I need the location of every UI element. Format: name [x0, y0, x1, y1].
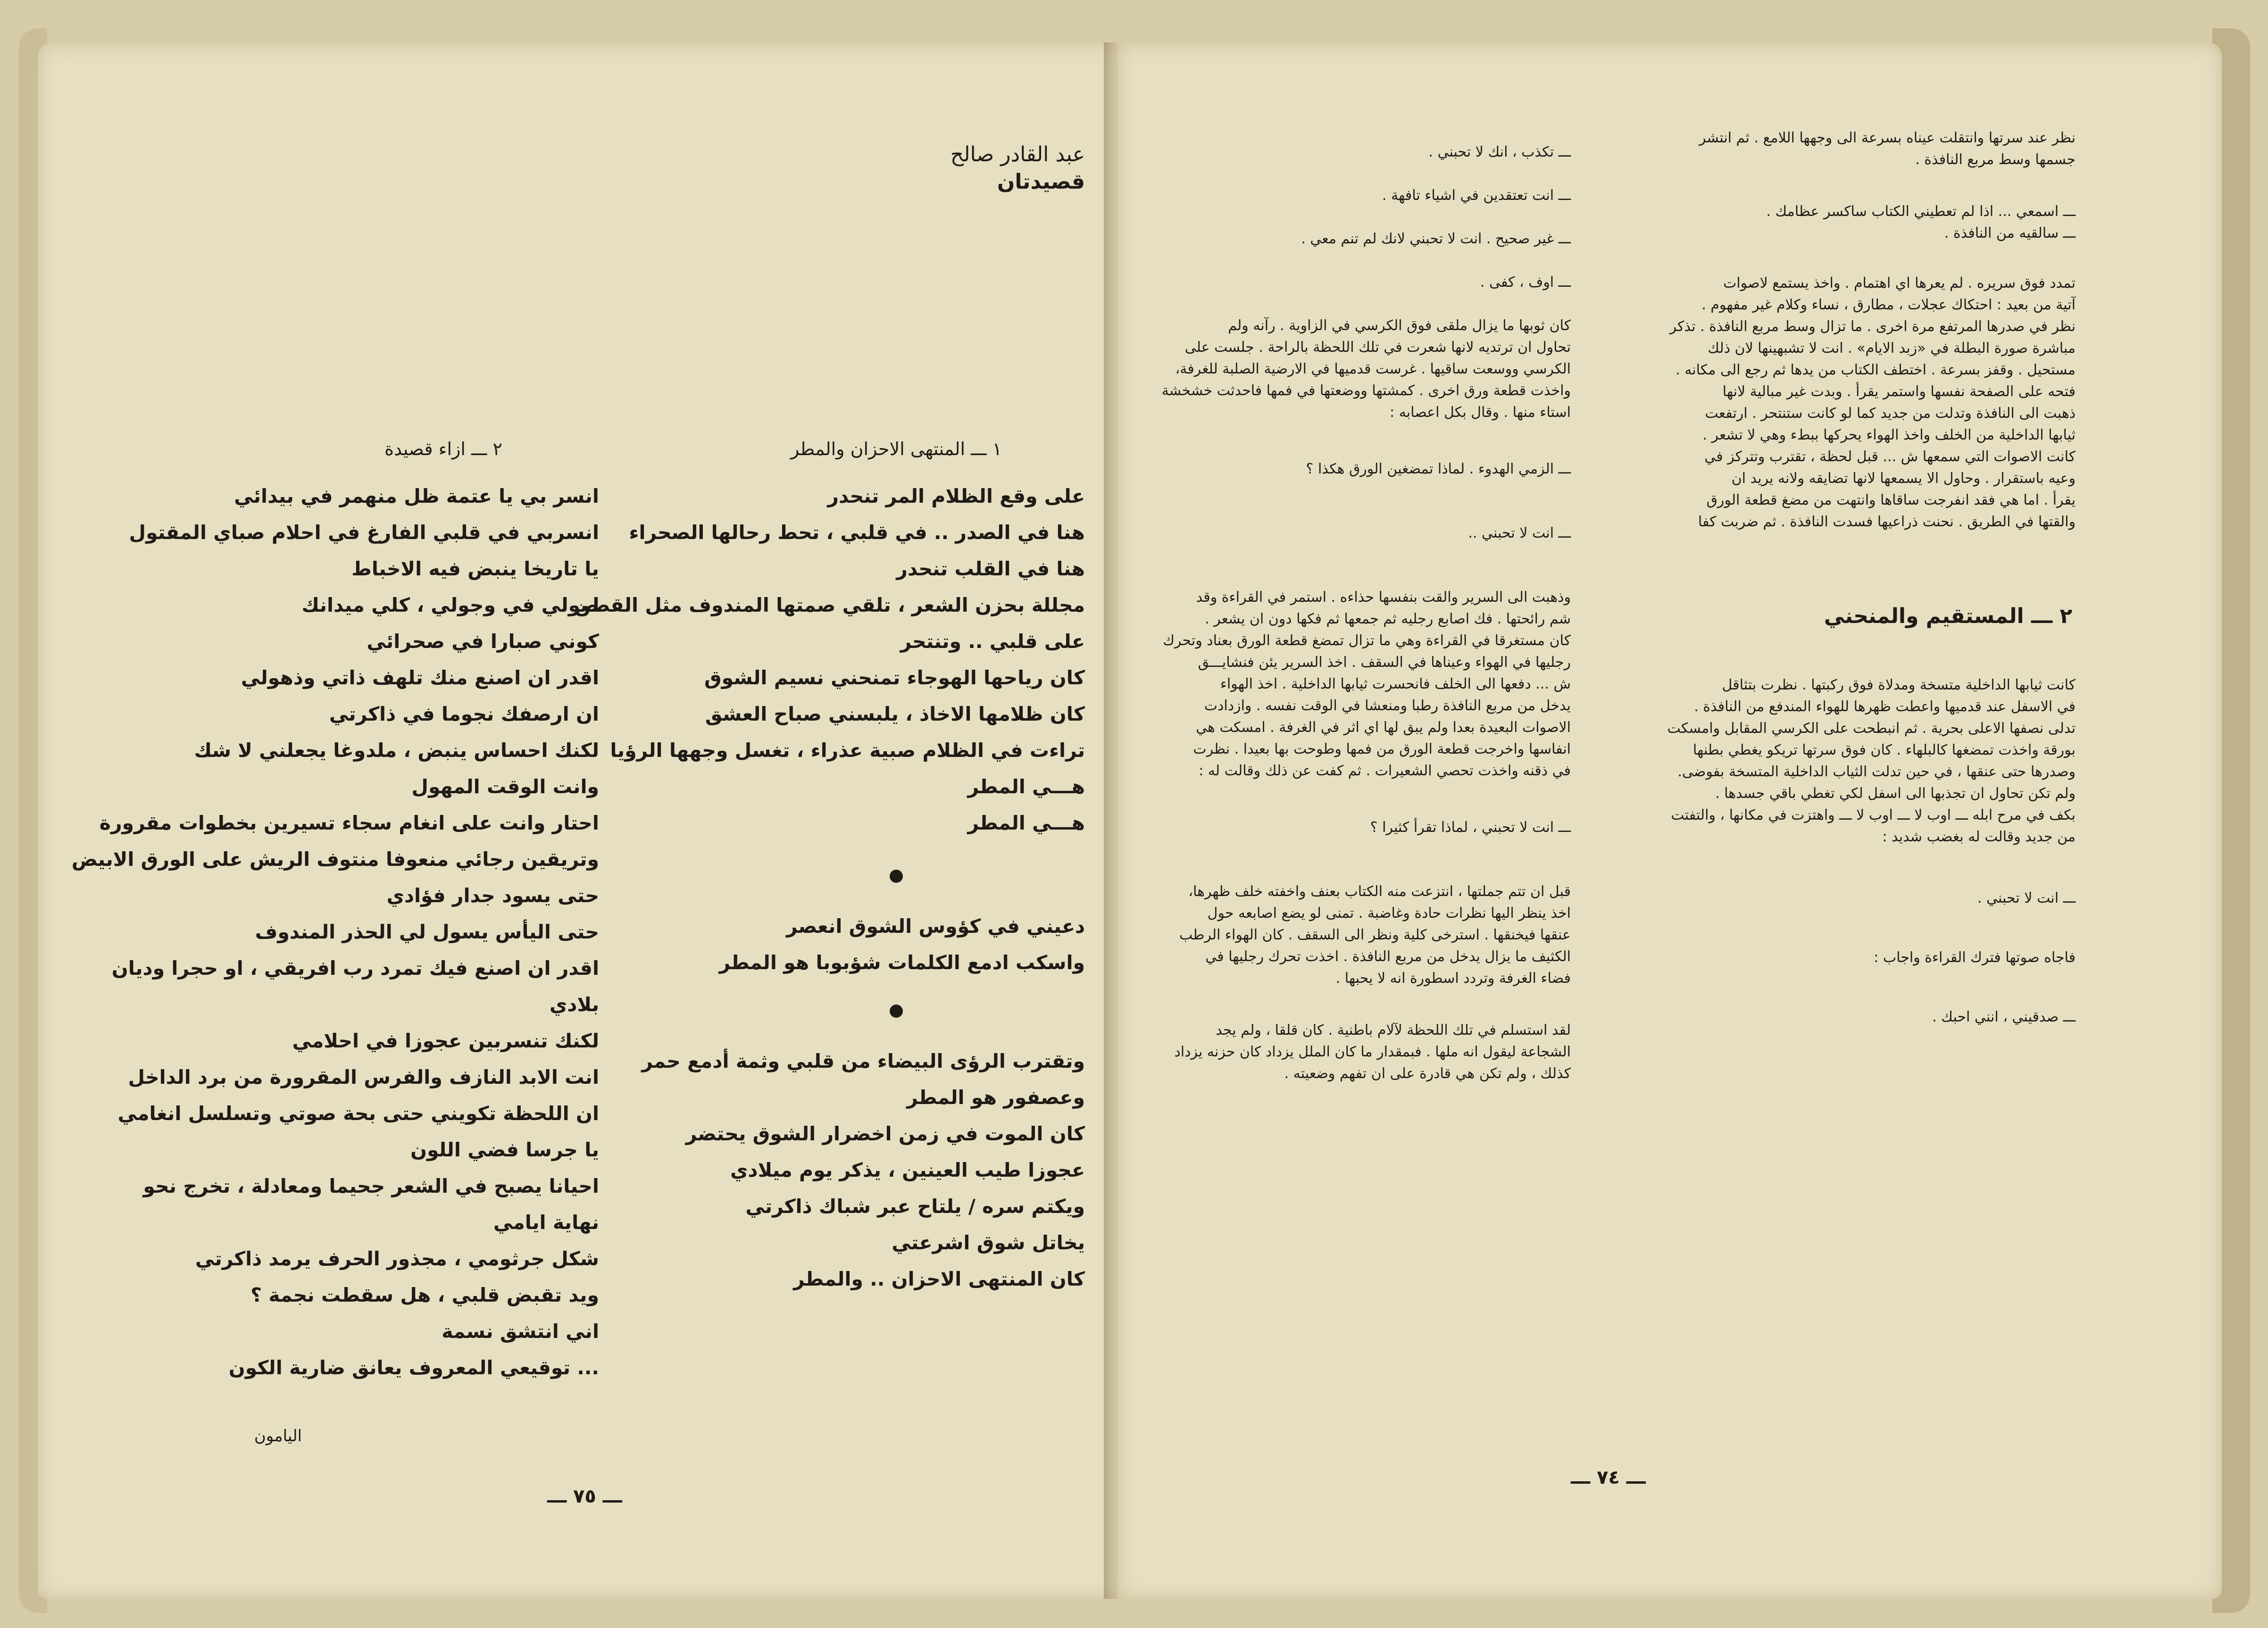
- author-name: عبد القادر صالح: [950, 142, 1085, 166]
- poem-line: كوني صبارا في صحرائي: [367, 630, 599, 653]
- poem-line: احيانا يصبح في الشعر جحيما ومعادلة ، تخرج نحو: [143, 1175, 599, 1197]
- stanza-divider-2: [708, 1005, 1085, 1020]
- poems-title: قصيدتان: [997, 170, 1085, 194]
- paragraph: [1127, 881, 1571, 989]
- dialogue-line: ـــ انت لا تحبني ..: [1468, 525, 1571, 541]
- poem-line: وانت الوقت المهول: [411, 775, 599, 798]
- poem-line: حتى يسود جدار فؤادي: [386, 884, 599, 907]
- text-line: تحاول ان ترتديه لانها شعرت في تلك اللحظة بالراحة . جلست على: [1184, 339, 1571, 356]
- text-line: الشجاعة ليقول انه ملها . فبمقدار ما كان الملل يزداد كان حزنه يزداد: [1174, 1044, 1571, 1060]
- poem-line: اني انتشق نسمة: [442, 1320, 599, 1343]
- poem-line: هـــي المطر: [967, 812, 1085, 834]
- story-2-heading: ٢ ـــ المستقيم والمنحني: [1824, 604, 2073, 628]
- poem-line: عجوزا طيب العينين ، يذكر يوم ميلادي: [730, 1159, 1085, 1181]
- poem-line: اقدر ان اصنع منك تلهف ذاتي وذهولي: [241, 666, 599, 689]
- poem-line: كان المنتهى الاحزان .. والمطر: [793, 1268, 1085, 1290]
- poem-line: على وقع الظلام المر تنحدر: [827, 485, 1085, 507]
- text-line: الاصوات البعيدة بعدا ولم يبق لها اي اثر في الغرفة . امسكت هي: [1196, 719, 1571, 736]
- dialogue-line: ـــ انت لا تحبني .: [1977, 890, 2076, 906]
- story-column-left: [1127, 141, 1571, 1096]
- text-line: كذلك ، ولم تكن هي قادرة على ان تفهم وضعيته .: [1284, 1065, 1571, 1082]
- text-line: الكرسي ووسعت ساقيها . غرست قدميها في الارضية الصلبة للغرفة،: [1175, 361, 1571, 377]
- dialogue-line: ـــ الزمي الهدوء . لماذا تمضغين الورق هكذا ؟: [1306, 461, 1571, 477]
- text-line: يدخل من مربع النافذة رطبا ومنعشا في الوقت نفسه . وازدادت: [1204, 698, 1571, 714]
- text-line: والقتها في الطريق . نحنت ذراعيها فسدت النافذة . ثم ضربت كفا: [1698, 514, 2076, 530]
- text-line: كانت ثيابها الداخلية متسخة ومدلاة فوق ركبتها . نظرت بتثاقل: [1722, 677, 2076, 693]
- poem-1-stanza-3: [613, 1043, 1085, 1297]
- text-line: عنقها فيخنقها . استرخى كلية ونظر الى السقف . كان الهواء الرطب: [1179, 927, 1571, 943]
- text-line: وصدرها حتى عنقها ، في حين تدلت الثياب الداخلية المتسخة بفوضى.: [1677, 764, 2076, 780]
- text-line: في الاسفل عند قدميها واعطت ظهرها للهواء المندفع من النافذة .: [1694, 698, 2076, 715]
- poem-line: هنا في الصدر .. في قلبي ، تحط رحالها الصحراء: [629, 521, 1085, 544]
- text-line: من جديد وقالت له بغضب شديد :: [1882, 829, 2076, 845]
- poem-line: كان رياحها الهوجاء تمنحني نسيم الشوق: [704, 666, 1085, 689]
- text-line: بورقة واخذت تمضغها كالبلهاء . كان فوق سرتها تريكو يغطي بطنها: [1693, 742, 2076, 758]
- paragraph: [1127, 315, 1571, 424]
- text-line: قبل ان تتم جملتها ، انتزعت منه الكتاب بعنف واخفته خلف ظهرها،: [1188, 883, 1571, 900]
- text-line: نظر في صدرها المرتفع مرة اخرى . ما تزال وسط مربع النافذة . تذكر: [1669, 318, 2076, 335]
- text-line: بكف في مرح ابله ـــ اوب لا ـــ اوب لا ـــ واهتزت في مكانها ، والتفتت: [1671, 807, 2076, 823]
- paragraph: [1127, 587, 1571, 782]
- dialogue-line: ـــ انت لا تحبني ، لماذا تقرأ كثيرا ؟: [1370, 819, 1571, 836]
- poem-1-stanza-1: [574, 478, 1085, 841]
- text-line: ذهبت الى النافذة وتدلت من جديد كما لو كانت ستنتحر . ارتفعت: [1705, 405, 2076, 422]
- stanza-divider-1: [708, 870, 1085, 885]
- poem-line: انسربي في قلبي الفارغ في احلام صباي المقتول: [129, 521, 599, 544]
- poem-2-lines: [71, 478, 599, 1386]
- poem-line: لكنك تنسربين عجوزا في احلامي: [292, 1030, 599, 1052]
- text-line: رجليها في الهواء وعيناها في السقف . اخذ السرير يئن فنشايـــق: [1198, 654, 1571, 671]
- text-line: تدلى نصفها الاعلى بحرية . ثم انبطحت على الكرسي المقابل وامسكت: [1667, 720, 2076, 737]
- page-number-75: ـــ ٧٥ ـــ: [547, 1486, 622, 1507]
- poem-line: ويكتم سره / يلتاح عبر شباك ذاكرتي: [745, 1195, 1085, 1218]
- paragraph: [1127, 1020, 1571, 1085]
- poem-line: ويد تقبض قلبي ، هل سقطت نجمة ؟: [250, 1284, 599, 1306]
- poem-line: نهاية ايامي: [493, 1211, 599, 1234]
- text-line: اخذ ينظر اليها نظرات حادة وغاضبة . تمنى لو يضع اصابعه حول: [1207, 905, 1571, 922]
- poem-line: ان ارصفك نجوما في ذاكرتي: [329, 703, 599, 725]
- dialogue-line: ـــ تكذب ، انك لا تحبني .: [1428, 144, 1571, 160]
- poem-line: شكل جرثومي ، مجذور الحرف يرمد ذاكرتي: [195, 1247, 599, 1270]
- text-line: وذهبت الى السرير والقت بنفسها حذاءه . استمر في القراءة وقد: [1196, 589, 1571, 606]
- dialogue-line: ـــ انت تعتقدين في اشياء تافهة .: [1382, 187, 1571, 204]
- text-line: يقرأ . اما هي فقد انفرجت ساقاها وانتهت من مضغ قطعة الورق: [1706, 492, 2076, 508]
- text-line: ولم تكن تحاول ان تجذبها الى اسفل لكي تغطي باقي جسدها .: [1715, 785, 2076, 802]
- poem-2-heading: ٢ ـــ ازاء قصيدة: [384, 439, 502, 459]
- poem-line: لكنك احساس ينبض ، ملدوغا يجعلني لا شك: [194, 739, 599, 762]
- text-line: انفاسها واخرجت قطعة الورق من فمها وطوحت بها بعيدا . نظرت: [1193, 741, 1571, 757]
- paragraph: [1604, 273, 2076, 533]
- poem-line: اقدر ان اصنع فيك تمرد رب افريقي ، او حجرا وديان: [111, 957, 599, 980]
- dialogue-line: ـــ غير صحيح . انت لا تحبني لانك لم تنم معي .: [1301, 231, 1571, 247]
- dialogue-line: ـــ اوف ، كفى .: [1480, 274, 1571, 291]
- text-line: الكثيف ما يزال يدخل من مربع النافذة . اخذت تحرك رجليها في: [1205, 948, 1571, 965]
- poem-line: وتريقين رجائي منعوفا منتوف الريش على الورق الابيض: [71, 848, 599, 871]
- poem-1-heading: ١ ـــ المنتهى الاحزان والمطر: [790, 439, 1002, 459]
- text-line: واخذت قطعة ورق اخرى . كمشتها ووضعتها في فمها فاحدثت خشخشة: [1161, 382, 1571, 399]
- poem-line: كان ظلامها الاخاذ ، يلبسني صباح العشق: [705, 703, 1085, 725]
- poem-line: ان اللحظة تكويني حتى بحة صوتي وتسلسل انغامي: [117, 1102, 599, 1125]
- text-line: مستحيل . وقفز بسرعة . اختطف الكتاب من يدها ثم رجع الى مكانه .: [1676, 362, 2076, 378]
- story-column-right: [1604, 127, 2076, 1028]
- text-line: لقد استسلم في تلك اللحظة لآلام باطنية . كان قلقا ، ولم يجد: [1216, 1022, 1571, 1038]
- page-number-74: ـــ ٧٤ ـــ: [1571, 1467, 1646, 1488]
- text-line: كان ثوبها ما يزال ملقى فوق الكرسي في الزاوية . رآنه ولم: [1228, 317, 1571, 334]
- poem-line: بلادي: [549, 993, 599, 1016]
- poem-line: على قلبي .. وتنتحر: [900, 630, 1085, 653]
- paragraph: [1604, 674, 2076, 848]
- poem-line: يخاتل شوق اشرعتي: [892, 1231, 1085, 1254]
- text-line: ش ... دفعها الى الخلف فانحسرت ثيابها الداخلية . اخذ الهواء: [1220, 676, 1571, 692]
- poem-line: وتقترب الرؤى البيضاء من قلبي وثمة أدمع حمر: [642, 1050, 1085, 1072]
- text-line: استاء منها . وقال بكل اعصابه :: [1390, 404, 1571, 421]
- text-line: شم رائحتها . فك اصابع رجليه ثم جمعها ثم فكها دون ان يشعر .: [1205, 611, 1571, 627]
- poem-header: [802, 141, 1085, 196]
- poem-1-stanza-2: [613, 908, 1085, 981]
- poem-line: دعيني في كؤوس الشوق انعصر: [786, 915, 1085, 938]
- text-line: كانت الاصوات التي سمعها ش ... قبل لحظة ، تقترب وتتركز في: [1704, 449, 2076, 465]
- poem-line: تراءت في الظلام صبية عذراء ، تغسل وجهها الرؤيا: [610, 739, 1085, 762]
- poem-line: مجللة بحزن الشعر ، تلقي صمتها المندوف مثل القطن: [574, 594, 1085, 616]
- poem-line: انت الابد النازف والفرس المقرورة من برد الداخل: [128, 1066, 599, 1088]
- dialogue-line: ـــ اسمعي ... اذا لم تعطيني الكتاب ساكسر عظامك .: [1766, 203, 2076, 220]
- paragraph: فاجاه صوتها فترك القراءة واجاب :: [1874, 949, 2076, 966]
- text-line: وعيه باستقرار . وحاول الا يسمعها لانها تضايقه ولانه يريد ان: [1731, 470, 2076, 487]
- page-75: [38, 42, 1118, 1599]
- dialogue-line: ـــ صدقيني ، انني احبك .: [1932, 1009, 2076, 1025]
- text-line: آتية من بعيد : احتكاك عجلات ، مطارق ، نساء وكلام غير مفهوم .: [1701, 297, 2076, 313]
- poem-line: هنا في القلب تنحدر: [896, 557, 1085, 580]
- poem-line: يا تاريخا ينبض فيه الاخباط: [351, 557, 599, 580]
- poem-line: ... توقيعي المعروف يعانق ضارية الكون: [228, 1356, 599, 1379]
- poem-line: كان الموت في زمن اخضرار الشوق يحتضر: [685, 1122, 1085, 1145]
- poem-2: [71, 439, 599, 1386]
- page-74: [1118, 42, 2222, 1599]
- text-line: تمدد فوق سريره . لم يعرها اي اهتمام . واخذ يستمع لاصوات: [1723, 275, 2076, 291]
- poem-line: وعصفور هو المطر: [907, 1086, 1085, 1109]
- dialogue-line: ـــ سالقيه من النافذة .: [1944, 225, 2076, 241]
- poem-line: هـــي المطر: [967, 775, 1085, 798]
- text-line: جسمها وسط مربع النافذة .: [1915, 151, 2076, 168]
- poem-line: واسكب ادمع الكلمات شؤبوبا هو المطر: [719, 951, 1085, 974]
- paragraph: [1604, 127, 2076, 171]
- poem-line: صولي في وجولي ، كلي ميدانك: [301, 594, 599, 616]
- poem-line: يا جرسا فضي اللون: [410, 1138, 599, 1161]
- text-line: فضاء الغرفة وتردد اسطورة انه لا يحبها .: [1335, 970, 1571, 987]
- text-line: في ذقنه واخذت تحصي الشعيرات . ثم كفت عن ذلك وقالت له :: [1199, 763, 1571, 779]
- poem-line: انسر بي يا عتمة ظل منهمر في بيدائي: [234, 485, 599, 507]
- poem-line: حتى اليأس يسول لي الحذر المندوف: [255, 921, 599, 943]
- text-line: نظر عند سرتها وانتقلت عيناه بسرعة الى وجهها اللامع . ثم انتشر: [1699, 130, 2076, 146]
- text-line: ثيابها الداخلية من الخلف واخذ الهواء يحركها ببطء وهي لا تشعر .: [1702, 427, 2076, 443]
- signature-place: اليامون: [254, 1427, 302, 1445]
- text-line: مباشرة صورة البطلة في «زبد الايام» . انت لا تشبهينها لان ذلك: [1708, 340, 2076, 357]
- text-line: فتحه على الصفحة نفسها واستمر يقرأ . وبدت غير مبالية لانها: [1722, 383, 2076, 400]
- poem-line: احتار وانت على انغام سجاء تسيرين بخطوات مقرورة: [99, 812, 599, 834]
- text-line: كان مستغرقا في القراءة وهي ما تزال تمضغ قطعة الورق بعناد وتحرك: [1163, 632, 1571, 649]
